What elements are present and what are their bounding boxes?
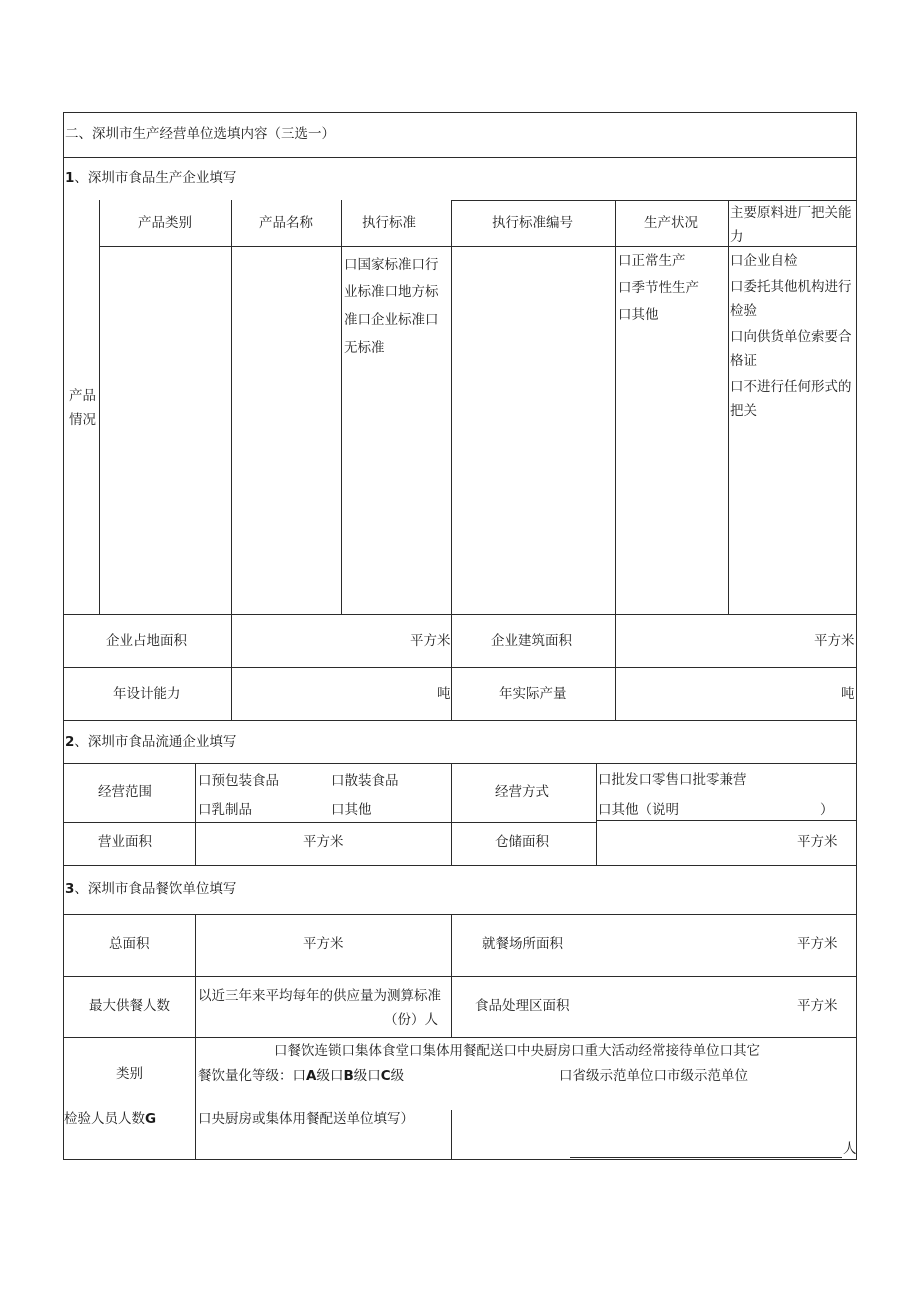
header-raw-material-1: 主要原料进厂把关能 — [730, 205, 852, 221]
header-product-category: 产品类别 — [138, 215, 192, 231]
design-capacity-unit: 吨 — [437, 686, 451, 702]
scope-option-dairy[interactable]: 口乳制品 — [198, 802, 252, 818]
subsection-title-circulation — [65, 736, 236, 750]
food-processing-unit: 平方米 — [797, 998, 838, 1014]
total-area-unit: 平方米 — [303, 936, 344, 952]
col-divider — [615, 200, 616, 721]
col-divider — [451, 1110, 452, 1160]
actual-output-label: 年实际产量 — [499, 686, 567, 702]
inspection-option-line[interactable]: 口不进行任何形式的 — [730, 379, 852, 395]
row-divider — [596, 820, 857, 821]
inspector-count-text: 检验人员人数 — [64, 1111, 145, 1127]
table-border-top — [63, 112, 857, 113]
col-divider — [341, 200, 342, 615]
mode-option-other[interactable]: 口其他（说明 — [598, 802, 679, 818]
land-area-unit: 平方米 — [410, 633, 451, 649]
inspector-count-note: 口央厨房或集体用餐配送单位填写） — [198, 1111, 414, 1127]
max-supply-desc: 以近三年来平均每年的供应量为测算标准 — [198, 988, 441, 1004]
mode-options[interactable]: 口批发口零售口批零兼营 — [598, 772, 747, 788]
max-supply-unit: （份）人 — [384, 1012, 438, 1028]
table-border-bottom — [63, 1159, 857, 1160]
col-divider — [231, 200, 232, 721]
row-divider — [63, 865, 857, 866]
status-option-other[interactable]: 口其他 — [618, 307, 659, 323]
inspection-option-line: 把关 — [730, 403, 757, 419]
design-capacity-label: 年设计能力 — [113, 686, 181, 702]
header-standard: 执行标准 — [362, 215, 416, 231]
inspection-option-line[interactable]: 口企业自检 — [730, 253, 798, 269]
row-divider — [63, 614, 857, 615]
header-standard-number: 执行标准编号 — [492, 215, 573, 231]
col-divider — [195, 763, 196, 866]
inspection-option-line[interactable]: 口委托其他机构进行 — [730, 279, 852, 295]
row-divider — [63, 914, 857, 915]
inspection-option-line[interactable]: 口向供货单位索要合 — [730, 329, 852, 345]
inspection-option-line: 检验 — [730, 303, 757, 319]
table-border-left — [63, 112, 64, 1160]
col-divider — [451, 763, 452, 866]
status-option-normal[interactable]: 口正常生产 — [618, 253, 686, 269]
storage-area-unit: 平方米 — [797, 834, 838, 850]
mode-option-other-close: ） — [820, 802, 834, 818]
land-area-label: 企业占地面积 — [106, 633, 187, 649]
category-options[interactable]: 口餐饮连锁口集体食堂口集体用餐配送口中央厨房口重大活动经常接待单位口其它 — [274, 1043, 760, 1059]
inspector-count-label — [64, 1113, 156, 1127]
business-area-label: 营业面积 — [98, 834, 152, 850]
header-raw-material-2: 力 — [730, 229, 744, 245]
subsection-number: 2 — [65, 734, 75, 750]
standard-option-line: 无标准 — [344, 340, 385, 356]
grade-suffix: 级 — [390, 1068, 405, 1084]
inspection-option-line: 格证 — [730, 353, 757, 369]
business-area-unit: 平方米 — [303, 834, 344, 850]
inspector-count-unit: 人 — [843, 1141, 857, 1157]
scope-label: 经营范围 — [98, 784, 152, 800]
subsection-number: 1 — [65, 170, 75, 186]
subsection-text: 、深圳市食品生产企业填写 — [74, 170, 237, 186]
row-divider — [63, 720, 857, 721]
standard-option-line: 业标准口地方标 — [344, 284, 439, 300]
section-title: 二、深圳市生产经营单位选填内容（三选一） — [65, 126, 335, 142]
category-label: 类别 — [116, 1066, 143, 1082]
scope-option-bulk[interactable]: 口散装食品 — [331, 773, 399, 789]
grade-mid: 级口 — [316, 1068, 344, 1084]
scope-option-other[interactable]: 口其他 — [331, 802, 372, 818]
row-divider — [451, 200, 857, 201]
row-divider — [63, 667, 857, 668]
scope-option-prepackaged[interactable]: 口预包装食品 — [198, 773, 279, 789]
grade-mid: 级口 — [353, 1068, 381, 1084]
subsection-text: 、深圳市食品餐饮单位填写 — [74, 881, 237, 897]
header-production-status: 生产状况 — [644, 215, 698, 231]
building-area-unit: 平方米 — [814, 633, 855, 649]
col-divider — [195, 914, 196, 1160]
table-border-right — [856, 112, 857, 1160]
row-divider — [99, 246, 857, 247]
grade-b: B — [343, 1068, 354, 1084]
inspector-count-suffix: G — [145, 1111, 157, 1127]
subsection-number: 3 — [65, 881, 75, 897]
actual-output-unit: 吨 — [841, 686, 855, 702]
mode-label: 经营方式 — [495, 784, 549, 800]
subsection-title-catering — [65, 883, 236, 897]
dining-area-label: 就餐场所面积 — [482, 936, 563, 952]
row-divider — [63, 157, 857, 158]
side-label-product: 产品 — [69, 388, 96, 404]
subsection-text: 、深圳市食品流通企业填写 — [74, 734, 237, 750]
side-label-status: 情况 — [69, 412, 96, 428]
storage-area-label: 仓储面积 — [495, 834, 549, 850]
col-divider — [99, 200, 100, 615]
building-area-label: 企业建筑面积 — [491, 633, 572, 649]
grade-prefix: 餐饮量化等级：口 — [198, 1068, 306, 1084]
standard-option-line: 口国家标准口行 — [344, 257, 439, 273]
demo-unit-options[interactable]: 口省级示范单位口市级示范单位 — [559, 1068, 748, 1084]
row-divider — [63, 763, 857, 764]
grade-c: C — [380, 1068, 391, 1084]
subsection-title-production — [65, 172, 236, 186]
standard-option-line: 准口企业标准口 — [344, 312, 439, 328]
grade-a: A — [306, 1068, 317, 1084]
row-divider — [63, 822, 596, 823]
col-divider — [728, 200, 729, 615]
food-processing-label: 食品处理区面积 — [475, 998, 570, 1014]
row-divider — [63, 976, 857, 977]
row-divider — [63, 1037, 857, 1038]
col-divider — [451, 914, 452, 1038]
grade-options[interactable] — [198, 1070, 404, 1084]
header-product-name: 产品名称 — [259, 215, 313, 231]
dining-area-unit: 平方米 — [797, 936, 838, 952]
total-area-label: 总面积 — [109, 936, 150, 952]
status-option-seasonal[interactable]: 口季节性生产 — [618, 280, 699, 296]
max-supply-label: 最大供餐人数 — [89, 998, 170, 1014]
inspector-count-underline — [570, 1157, 842, 1158]
col-divider — [451, 200, 452, 721]
col-divider — [596, 763, 597, 866]
